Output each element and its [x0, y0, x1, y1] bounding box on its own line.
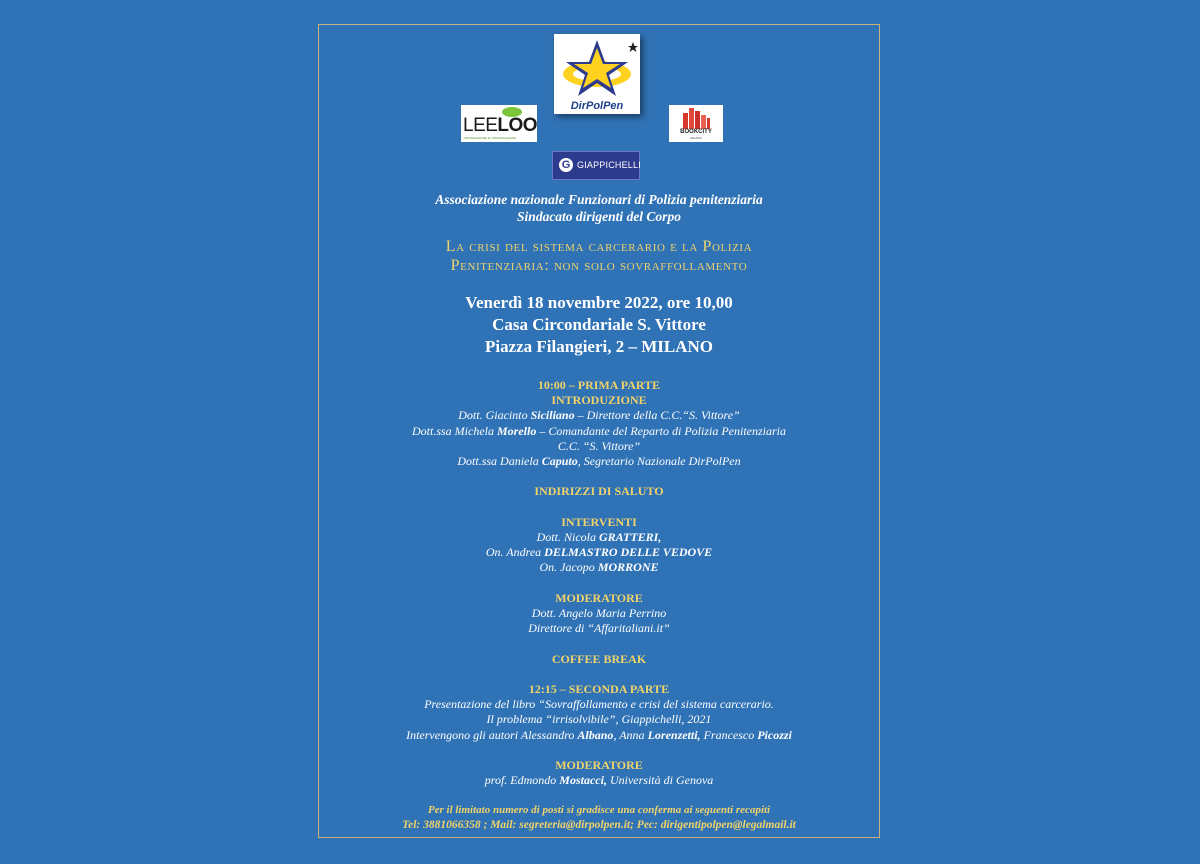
speaker-role: – Comandante del Reparto di Polizia Penitenziaria	[536, 423, 786, 438]
moderator-name: Dott. Angelo Maria Perrino	[531, 606, 667, 620]
speaker-prefix: Dott. Nicola	[536, 530, 599, 544]
event-venue: Casa Circondariale S. Vittore	[492, 315, 706, 334]
talk-speaker	[319, 530, 879, 545]
giappichelli-logo	[552, 151, 640, 180]
leeloo-logo-text	[463, 115, 537, 137]
speaker-prefix: Dott. Giacinto	[458, 408, 531, 423]
talks-heading: INTERVENTI	[561, 514, 637, 529]
book-subtitle: Il problema “irrisolvibile”, Giappichelli, 2021	[486, 712, 712, 727]
speaker-prefix: Dott.ssa Daniela	[457, 454, 542, 469]
intro-heading: INTRODUZIONE	[551, 393, 647, 408]
leeloo-tagline: INFORMAZIONE E COMUNICAZIONE	[464, 136, 517, 140]
speaker-surname: Morello	[497, 423, 537, 438]
leeloo-text-bold: LOO	[497, 115, 538, 136]
invitation-card	[318, 24, 880, 838]
book-authors	[319, 728, 879, 743]
moderator-heading: MODERATORE	[555, 757, 643, 772]
speaker-surname: Caputo	[541, 454, 578, 469]
moderator-heading: MODERATORE	[555, 590, 643, 605]
bookcity-logo	[669, 105, 723, 142]
speaker-surname: Mostacci,	[559, 773, 607, 788]
speaker-role: – Direttore della C.C.“S. Vittore”	[574, 408, 740, 423]
city-skyline-icon	[669, 105, 723, 129]
speaker-role: Università di Genova	[606, 773, 714, 788]
coffee-break-heading: COFFEE BREAK	[551, 651, 647, 666]
program	[319, 378, 879, 788]
speaker-prefix: On. Jacopo	[539, 560, 598, 575]
moderator-role: Direttore di “Affaritaliani.it”	[528, 621, 670, 636]
intro-speaker	[319, 454, 879, 469]
intro-speaker	[319, 424, 879, 439]
authors-separator: Francesco	[700, 727, 758, 742]
speaker-prefix: prof. Edmondo	[484, 773, 560, 788]
speaker-role: , Segretario Nazionale DirPolPen	[577, 454, 741, 469]
speaker-prefix: Dott.ssa Michela	[412, 423, 497, 438]
event-details	[319, 292, 879, 358]
talk-speaker	[319, 545, 879, 560]
organization-name: Associazione nazionale Funzionari di Polizia penitenziaria	[435, 192, 763, 207]
moderator-name	[319, 773, 879, 788]
leeloo-logo	[461, 105, 537, 142]
rsvp-note: Per il limitato numero di posti si gradisce una conferma ai seguenti recapiti	[427, 804, 771, 816]
author-surname: Picozzi	[757, 727, 792, 742]
bookcity-logo-sub: MILANO	[690, 136, 702, 140]
part2-heading: 12:15 – SECONDA PARTE	[528, 681, 670, 696]
greetings-heading: INDIRIZZI DI SALUTO	[534, 484, 664, 499]
author-surname: Lorenzetti,	[647, 727, 701, 742]
bookcity-logo-text: BOOKCITY	[680, 129, 712, 135]
part1-heading: 10:00 – PRIMA PARTE	[537, 378, 661, 392]
giappichelli-g-icon: G	[559, 158, 573, 172]
book-presentation: Presentazione del libro “Sovraffollamento e crisi del sistema carcerario.	[424, 697, 774, 712]
authors-separator: , Anna	[613, 727, 648, 742]
dirpolpen-logo	[554, 34, 640, 114]
speaker-surname: DELMASTRO DELLE VEDOVE	[544, 545, 713, 560]
speaker-prefix: On. Andrea	[485, 545, 545, 560]
talk-speaker	[319, 560, 879, 575]
organization-subtitle: Sindacato dirigenti del Corpo	[517, 209, 681, 224]
event-address: Piazza Filangieri, 2 – MILANO	[484, 337, 714, 356]
event-title-line-2: Penitenziaria: non solo sovraffollamento	[450, 257, 748, 274]
speaker-surname: GRATTERI,	[598, 530, 662, 544]
speaker-surname: MORRONE	[597, 560, 659, 575]
event-title	[319, 237, 879, 275]
event-title-line-1: La crisi del sistema carcerario e la Polizia	[445, 238, 753, 255]
star-icon	[554, 34, 640, 98]
rsvp-contacts: Tel: 3881066358 ; Mail: segreteria@dirpolpen.it; Pec: dirigentipolpen@legalmail.it	[402, 819, 796, 831]
dirpolpen-logo-text: DirPolPen	[570, 100, 624, 112]
organization-block	[319, 191, 879, 225]
event-date: Venerdì 18 novembre 2022, ore 10,00	[465, 293, 733, 312]
intro-speaker	[319, 408, 879, 423]
author-surname: Albano	[577, 727, 614, 742]
speaker-surname: Siciliano	[530, 408, 575, 423]
giappichelli-logo-text: GIAPPICHELLI	[577, 160, 641, 170]
rsvp-footer	[319, 803, 879, 833]
leeloo-text-light: LEE	[463, 115, 498, 136]
speaker-prefix: C.C. “S. Vittore”	[557, 438, 641, 453]
intro-speaker	[319, 439, 879, 454]
authors-prefix: Intervengono gli autori Alessandro	[406, 727, 578, 742]
